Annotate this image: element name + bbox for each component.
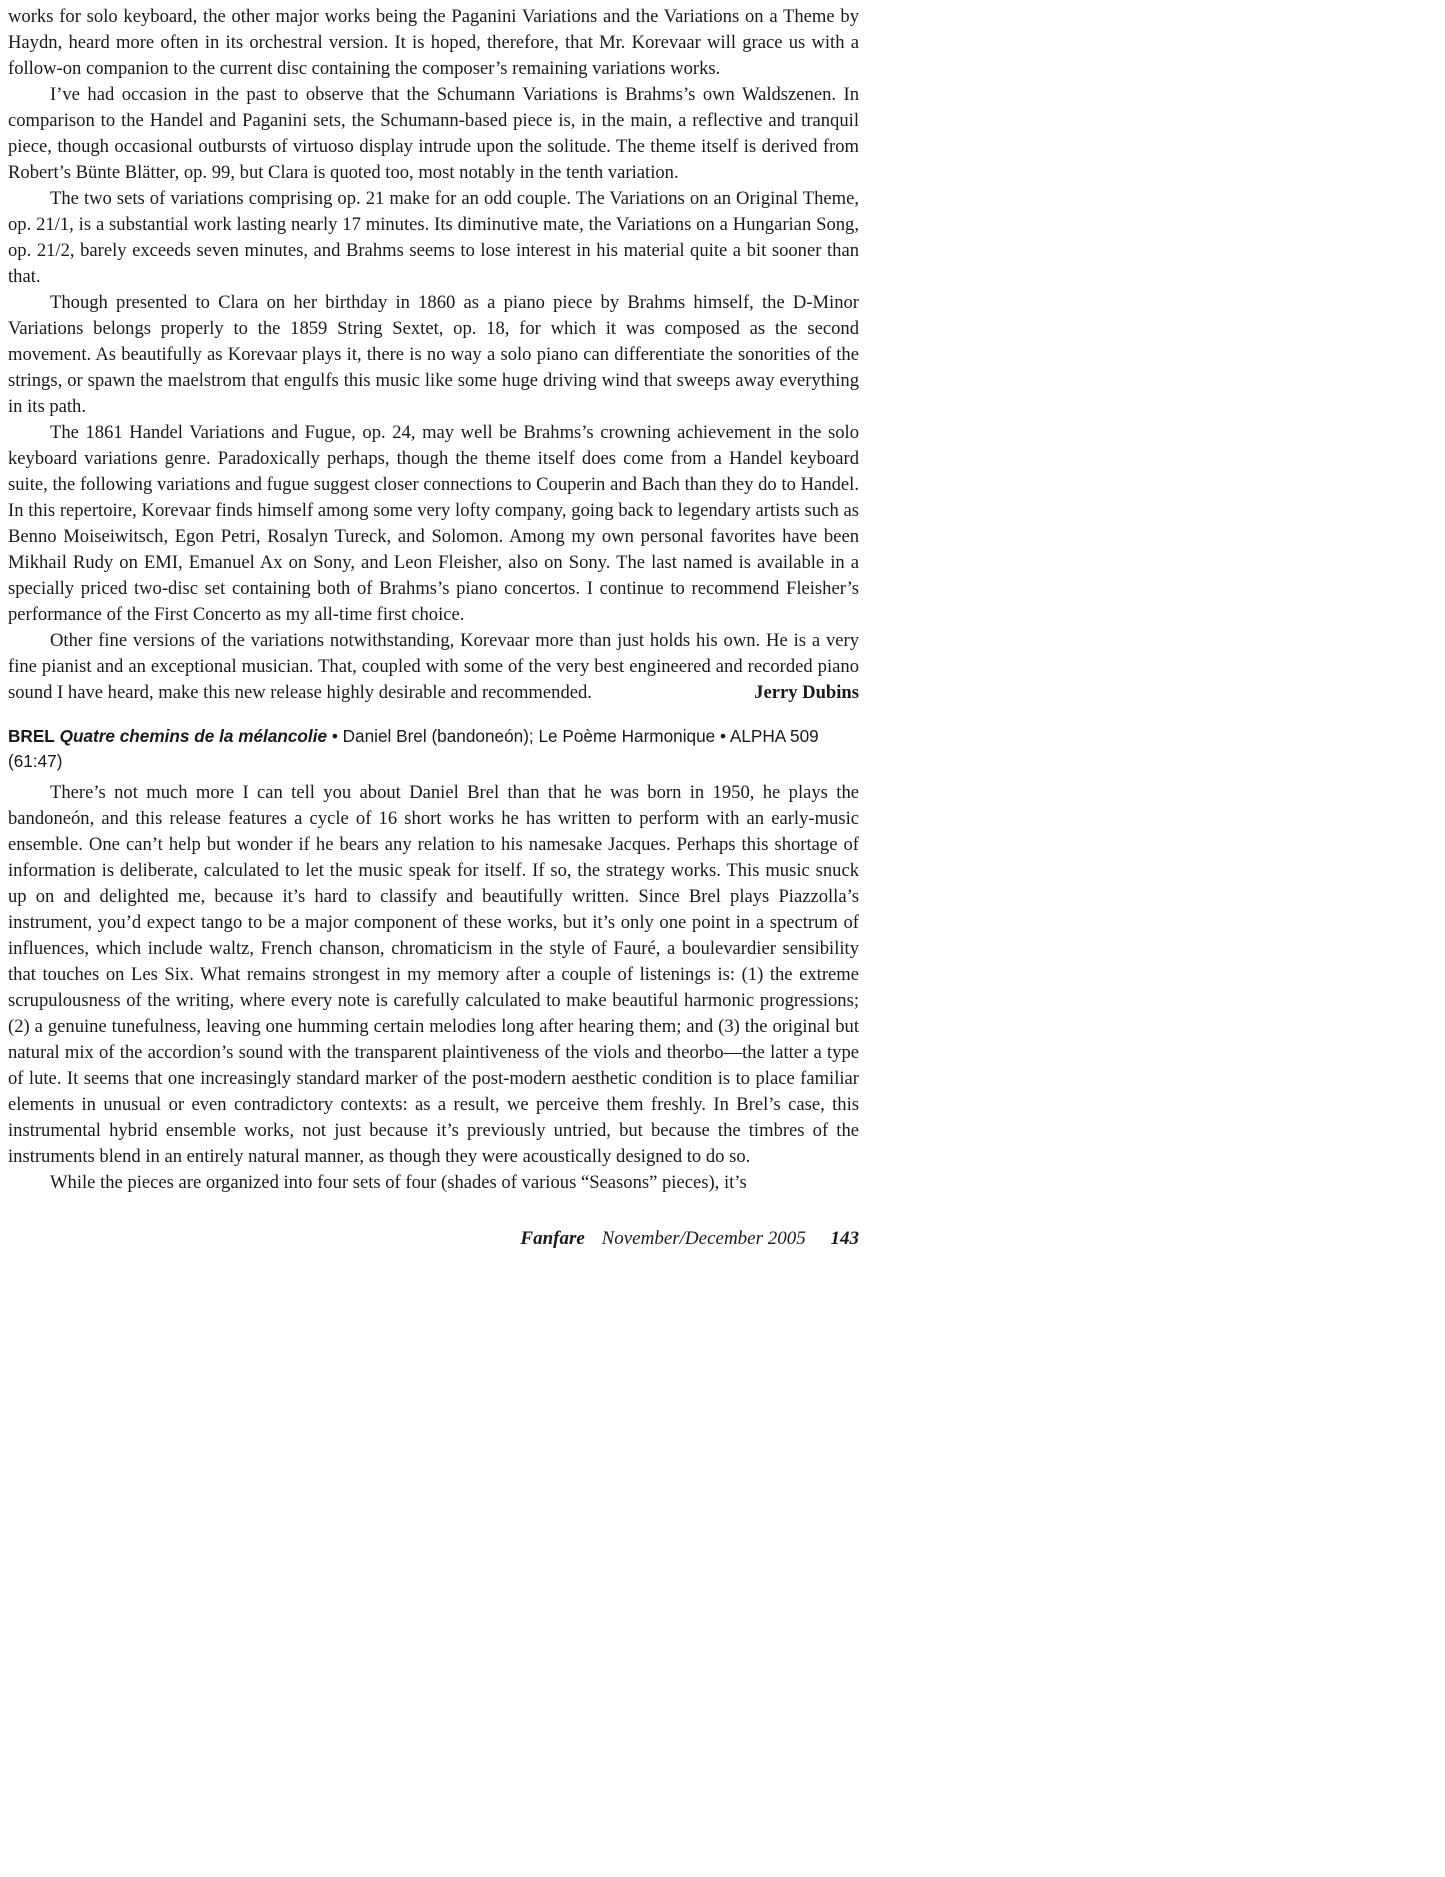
paragraph: The two sets of variations comprising op. 21 make for an odd couple. The Variations on an Original Theme, op. 21/1, is a substantial work lasting nearly 17 minutes. Its diminutive mate, the Variations on a Hungarian Song, op. 21/2, barely exceeds seven minutes, and Brahms seems to lose interest in his material quite a bit sooner than that. [8,188,859,287]
paragraph: There’s not much more I can tell you about Daniel Brel than that he was born in 1950, he plays the bandoneón, and this release features a cycle of 16 short works he has written to perform with an early-music ensemble. One can’t help but wonder if he bears any relation to his namesake Jacques. Perhaps this shortage of information is deliberate, calculated to let the music speak for itself. If so, the strategy works. This music snuck up on and delighted me, because it’s hard to classify and beautifully written. Since Brel plays Piazzolla’s instrument, you’d expect tango to be a major component of these works, but it’s only one point in a spectrum of influences, which include waltz, French chanson, chromaticism in the style of Fauré, a boulevardier sensibility that touches on Les Six. What remains strongest in my memory after a couple of listenings is: (1) the extreme scrupulousness of the writing, where every note is carefully calculated to make beautiful harmonic progressions; (2) a genuine tunefulness, leaving one humming certain melodies long after hearing them; and (3) the original but natural mix of the accordion’s sound with the transparent plaintiveness of the viols and theorbo—the latter a type of lute. It seems that one increasingly standard marker of the post-modern aesthetic condition is to place familiar elements in unusual or even contradictory contexts: as a result, we perceive them freshly. In Brel’s case, this instrumental hybrid ensemble works, not just because it’s previously untried, but because the timbres of the instruments blend in an entirely natural manner, as though they were acoustically designed to do so. [8,782,859,1167]
review-brel [8,724,859,1196]
magazine-name: Fanfare [520,1228,585,1249]
work-title: Quatre chemins de la mélancolie [59,726,328,746]
composer-name: BREL [8,726,55,746]
paragraph: works for solo keyboard, the other major works being the Paganini Variations and the Variations on a Theme by Haydn, heard more often in its orchestral version. It is hoped, therefore, that Mr. Korevaar will grace us with a follow-on companion to the current disc containing the composer’s remaining variations works. [8,6,859,79]
recording-details: • Daniel Brel (bandoneón); Le Poème Harmonique • ALPHA 509 (61:47) [8,726,819,771]
paragraph: Though presented to Clara on her birthday in 1860 as a piano piece by Brahms himself, the D-Minor Variations belongs properly to the 1859 String Sextet, op. 18, for which it was composed as the second movement. As beautifully as Korevaar plays it, there is no way a solo piano can differentiate the sonorities of the strings, or spawn the maelstrom that engulfs this music like some huge driving wind that sweeps away everything in its path. [8,292,859,417]
page-number: 143 [830,1228,859,1249]
magazine-page [8,4,859,1252]
issue-date: November/December 2005 [601,1228,806,1249]
review-brahms-variations [8,4,859,706]
closing-paragraph [8,628,859,706]
review-heading [8,724,859,774]
paragraph: The 1861 Handel Variations and Fugue, op. 24, may well be Brahms’s crowning achievement in the solo keyboard variations genre. Paradoxically perhaps, though the theme itself does come from a Handel keyboard suite, the following variations and fugue suggest closer connections to Couperin and Bach than they do to Handel. In this repertoire, Korevaar finds himself among some very lofty company, going back to legendary artists such as Benno Moiseiwitsch, Egon Petri, Rosalyn Tureck, and Solomon. Among my own personal favorites have been Mikhail Rudy on EMI, Emanuel Ax on Sony, and Leon Fleisher, also on Sony. The last named is available in a specially priced two-disc set containing both of Brahms’s piano concertos. I continue to recommend Fleisher’s performance of the First Concerto as my all-time first choice. [8,422,859,625]
paragraph: Other fine versions of the variations notwithstanding, Korevaar more than just holds his own. He is a very fine pianist and an exceptional musician. That, coupled with some of the very best engineered and recorded piano sound I have heard, make this new release highly desirable and recommended. [8,630,859,703]
paragraph: I’ve had occasion in the past to observe that the Schumann Variations is Brahms’s own Waldszenen. In comparison to the Handel and Paganini sets, the Schumann-based piece is, in the main, a reflective and tranquil piece, though occasional outbursts of virtuoso display intrude upon the solitude. The theme itself is derived from Robert’s Bünte Blätter, op. 99, but Clara is quoted too, most notably in the tenth variation. [8,84,859,183]
page-footer [8,1226,859,1252]
paragraph: While the pieces are organized into four sets of four (shades of various “Seasons” pieces), it’s [50,1172,747,1193]
reviewer-signature: Jerry Dubins [754,682,859,703]
